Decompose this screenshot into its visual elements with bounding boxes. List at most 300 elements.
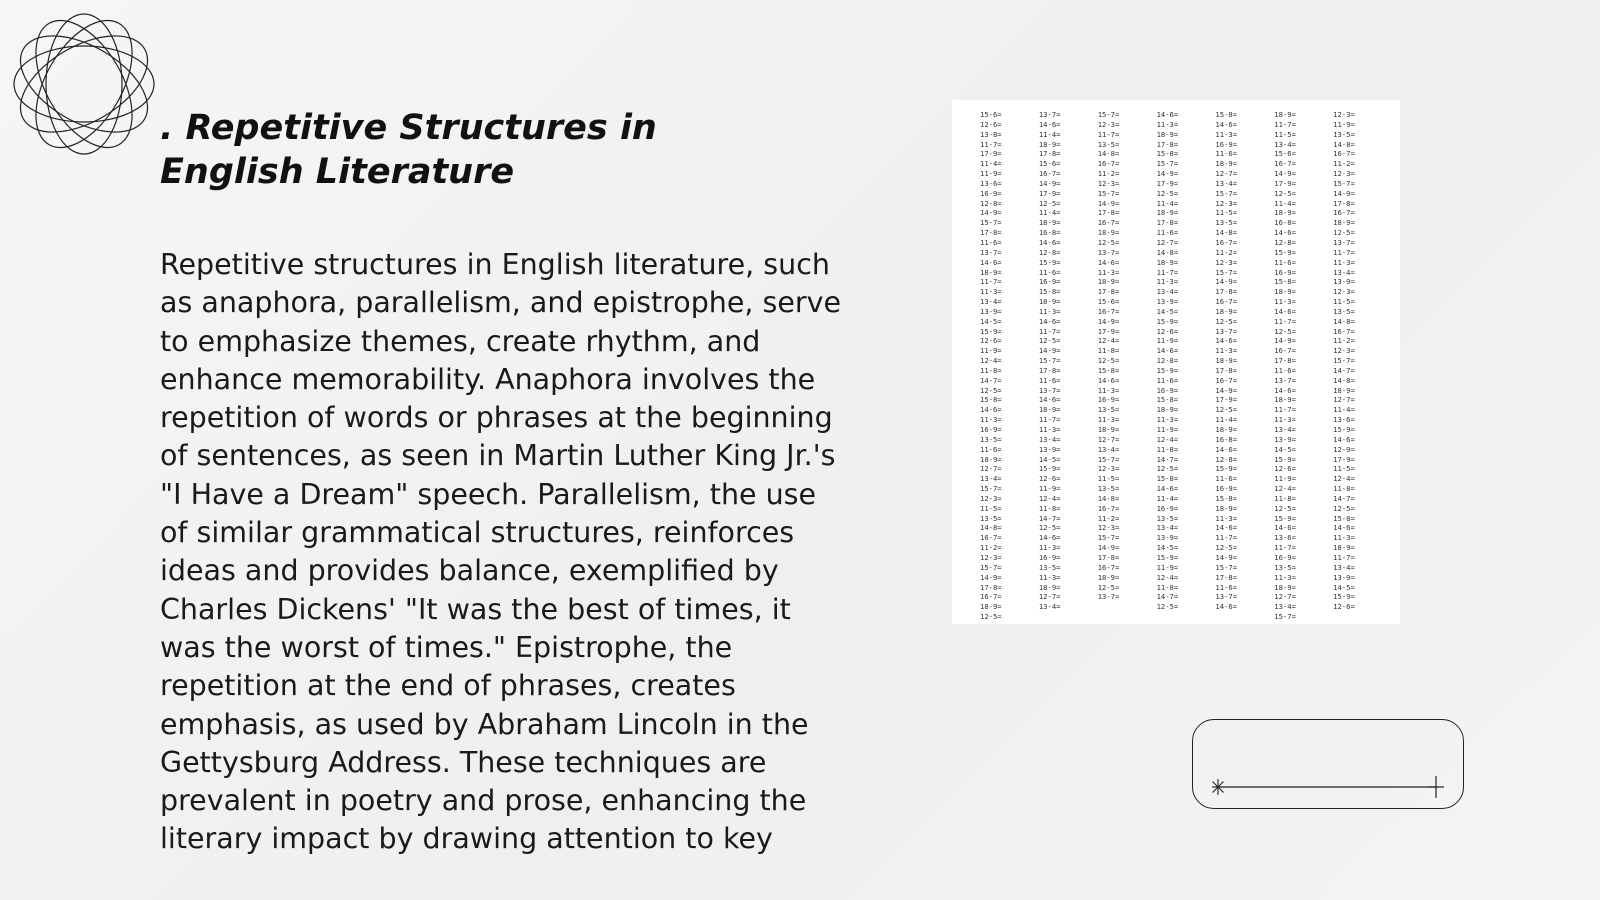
worksheet-problem: 11-3=	[1038, 425, 1061, 434]
worksheet-problem: 12-8=	[1215, 454, 1238, 464]
worksheet-problem: 15-9=	[1038, 257, 1061, 267]
worksheet-problem: 13-4=	[1038, 434, 1061, 444]
worksheet-problem: 15-7=	[1097, 533, 1120, 543]
worksheet-problem: 18-9=	[1097, 425, 1120, 434]
worksheet-problem: 11-7=	[1156, 267, 1179, 277]
worksheet-problem: 17-8=	[1097, 287, 1120, 297]
worksheet-problem: 11-5=	[1274, 129, 1296, 139]
worksheet-problem: 18-9=	[1156, 208, 1179, 218]
worksheet-problem: 15-8=	[1156, 395, 1179, 405]
worksheet-problem: 13-5=	[1215, 218, 1238, 228]
worksheet-problem: 12-4=	[1156, 572, 1179, 582]
worksheet-problem: 18-9=	[1215, 159, 1238, 169]
worksheet-problem: 11-6=	[1156, 375, 1179, 385]
worksheet-problem: 17-9=	[1274, 178, 1296, 188]
worksheet-problem: 11-3=	[1156, 119, 1179, 129]
worksheet-problem: 16-9=	[1274, 267, 1296, 277]
worksheet-problem: 11-9=	[1038, 484, 1061, 494]
worksheet-problem: 13-7=	[1274, 375, 1296, 385]
worksheet-problem: 12-3=	[1097, 464, 1120, 474]
worksheet-problem: 17-9=	[1097, 326, 1120, 336]
worksheet-problem: 15-8=	[1097, 365, 1120, 375]
worksheet-problem: 15-7=	[1097, 454, 1120, 464]
worksheet-problem: 12-3=	[1097, 178, 1120, 188]
worksheet-problem: 11-3=	[1156, 277, 1179, 287]
worksheet-problem: 13-5=	[1097, 405, 1120, 415]
worksheet-problem: 13-5=	[1333, 129, 1355, 139]
worksheet-problem: 15-9=	[1333, 425, 1355, 434]
worksheet-problem: 18-9=	[1156, 257, 1179, 267]
worksheet-problem: 12-7=	[980, 464, 1002, 474]
worksheet-problem: 17-8=	[1156, 218, 1179, 228]
worksheet-problem: 15-7=	[1333, 178, 1355, 188]
worksheet-problem: 11-4=	[1274, 198, 1296, 208]
worksheet-problem: 16-7=	[1097, 306, 1120, 316]
worksheet-problem: 15-9=	[1215, 464, 1238, 474]
worksheet-problem: 11-6=	[1038, 267, 1061, 277]
worksheet-problem: 12-8=	[1274, 237, 1296, 247]
worksheet-problem: 15-7=	[1215, 562, 1238, 572]
worksheet-problem: 14-7=	[980, 375, 1002, 385]
worksheet-problem: 15-6=	[980, 110, 1002, 119]
worksheet-problem: 18-9=	[1274, 110, 1296, 119]
worksheet-problem: 14-9=	[1215, 277, 1238, 287]
worksheet-problem: 18-9=	[1274, 208, 1296, 218]
worksheet-problem: 12-5=	[980, 612, 1002, 622]
worksheet-problem: 11-5=	[980, 503, 1002, 513]
worksheet-problem: 12-5=	[1274, 326, 1296, 336]
worksheet-problem: 16-9=	[1274, 552, 1296, 562]
worksheet-problem: 11-3=	[1333, 257, 1355, 267]
worksheet-problem: 11-9=	[1274, 474, 1296, 484]
worksheet-problem: 14-6=	[1215, 336, 1238, 346]
worksheet-problem: 14-6=	[1274, 523, 1296, 533]
worksheet-problem: 11-7=	[980, 139, 1002, 149]
worksheet-problem: 11-8=	[1156, 444, 1179, 454]
worksheet-problem: 14-9=	[1274, 336, 1296, 346]
worksheet-problem: 12-6=	[980, 119, 1002, 129]
worksheet-problem: 11-8=	[1274, 493, 1296, 503]
worksheet-problem: 13-7=	[980, 247, 1002, 257]
worksheet-column	[1098, 110, 1157, 622]
worksheet-problem: 11-3=	[980, 287, 1002, 297]
worksheet-problem: 11-2=	[980, 543, 1002, 553]
worksheet-problem: 13-9=	[1156, 533, 1179, 543]
worksheet-problem: 14-9=	[1097, 198, 1120, 208]
worksheet-problem: 17-8=	[980, 228, 1002, 238]
worksheet-problem: 13-6=	[1274, 533, 1296, 543]
worksheet-problem: 12-6=	[1333, 602, 1355, 612]
worksheet-problem: 11-6=	[1215, 582, 1238, 592]
worksheet-problem: 12-3=	[1333, 169, 1355, 179]
worksheet-problem: 14-6=	[1038, 316, 1061, 326]
worksheet-problem: 11-6=	[1274, 365, 1296, 375]
worksheet-problem: 14-6=	[1274, 385, 1296, 395]
worksheet-problem: 14-9=	[1215, 552, 1238, 562]
worksheet-problem: 12-3=	[1215, 198, 1238, 208]
worksheet-problem: 13-4=	[1156, 523, 1179, 533]
worksheet-problem: 16-7=	[1097, 159, 1120, 169]
worksheet-problem: 13-5=	[1274, 562, 1296, 572]
worksheet-problem: 11-3=	[1097, 385, 1120, 395]
worksheet-problem: 11-5=	[1097, 474, 1120, 484]
worksheet-problem: 17-9=	[1038, 188, 1061, 198]
worksheet-problem: 18-9=	[1274, 582, 1296, 592]
worksheet-problem: 13-7=	[1215, 326, 1238, 336]
worksheet-problem: 11-8=	[980, 365, 1002, 375]
worksheet-problem: 18-9=	[1097, 572, 1120, 582]
worksheet-problem: 11-6=	[980, 444, 1002, 454]
worksheet-problem: 12-7=	[1038, 592, 1061, 602]
worksheet-problem: 12-5=	[1215, 405, 1238, 415]
worksheet-problem: 11-2=	[1333, 159, 1355, 169]
worksheet-problem: 12-4=	[980, 356, 1002, 366]
worksheet-problem: 16-7=	[1097, 562, 1120, 572]
worksheet-problem: 11-6=	[1038, 375, 1061, 385]
worksheet-problem: 11-9=	[1333, 119, 1355, 129]
worksheet-problem: 14-7=	[1156, 592, 1179, 602]
worksheet-problem: 15-8=	[1156, 149, 1179, 159]
worksheet-problem: 17-8=	[1156, 139, 1179, 149]
worksheet-problem: 17-8=	[1097, 552, 1120, 562]
worksheet-problem: 11-6=	[980, 237, 1002, 247]
worksheet-problem: 12-4=	[1156, 434, 1179, 444]
worksheet-problem: 11-3=	[1038, 543, 1061, 553]
worksheet-problem: 14-6=	[1274, 306, 1296, 316]
worksheet-problem: 13-5=	[1156, 513, 1179, 523]
worksheet-problem: 12-5=	[1097, 582, 1120, 592]
worksheet-problem: 11-3=	[1333, 533, 1355, 543]
worksheet-problem: 17-8=	[1215, 287, 1238, 297]
worksheet-problem: 11-4=	[1156, 493, 1179, 503]
worksheet-problem: 13-7=	[1038, 385, 1061, 395]
worksheet-problem: 16-7=	[980, 592, 1002, 602]
worksheet-problem: 13-7=	[1097, 592, 1120, 602]
worksheet-column	[980, 110, 1039, 622]
worksheet-problem: 13-5=	[980, 513, 1002, 523]
worksheet-problem: 14-6=	[1274, 228, 1296, 238]
worksheet-problem: 14-8=	[1097, 149, 1120, 159]
worksheet-problem: 11-7=	[980, 277, 1002, 287]
worksheet-problem: 11-8=	[1156, 582, 1179, 592]
worksheet-problem: 18-9=	[980, 454, 1002, 464]
worksheet-problem: 18-9=	[1333, 543, 1355, 553]
worksheet-problem: 12-5=	[980, 385, 1002, 395]
worksheet-problem: 18-9=	[1038, 139, 1061, 149]
worksheet-problem: 14-6=	[1215, 119, 1238, 129]
worksheet-problem: 14-5=	[980, 316, 1002, 326]
worksheet-problem: 18-9=	[1038, 297, 1061, 307]
worksheet-problem: 16-9=	[1038, 552, 1061, 562]
worksheet-problem: 15-7=	[1215, 188, 1238, 198]
worksheet-problem: 12-5=	[1215, 543, 1238, 553]
worksheet-problem: 14-9=	[980, 572, 1002, 582]
worksheet-problem: 11-4=	[1038, 208, 1061, 218]
worksheet-problem: 15-7=	[1038, 356, 1061, 366]
worksheet-problem: 11-7=	[1274, 543, 1296, 553]
slide-title: . Repetitive Structures in English Literature	[160, 108, 657, 192]
worksheet-problem: 18-9=	[1156, 129, 1179, 139]
worksheet-problem: 11-4=	[980, 159, 1002, 169]
worksheet-column	[1333, 110, 1392, 622]
worksheet-problem: 18-9=	[1333, 218, 1355, 228]
worksheet-problem: 11-9=	[980, 169, 1002, 179]
worksheet-problem: 12-7=	[1097, 434, 1120, 444]
worksheet-problem: 15-8=	[1215, 110, 1238, 119]
worksheet-problem: 11-5=	[1333, 464, 1355, 474]
worksheet-problem: 11-9=	[1156, 336, 1179, 346]
circular-ornament-icon	[10, 10, 158, 158]
worksheet-problem: 11-5=	[1215, 208, 1238, 218]
worksheet-problem: 12-6=	[1038, 474, 1061, 484]
worksheet-problem: 13-9=	[1274, 434, 1296, 444]
worksheet-problem: 14-7=	[1156, 454, 1179, 464]
worksheet-problem: 14-9=	[1274, 169, 1296, 179]
worksheet-problem: 15-8=	[1274, 277, 1296, 287]
worksheet-problem: 15-9=	[980, 326, 1002, 336]
worksheet-problem: 12-5=	[1333, 228, 1355, 238]
worksheet-problem: 14-6=	[1097, 257, 1120, 267]
worksheet-problem: 17-8=	[1215, 572, 1238, 582]
worksheet-problem: 12-5=	[1156, 188, 1179, 198]
worksheet-problem: 14-9=	[1156, 169, 1179, 179]
worksheet-problem: 13-9=	[1333, 572, 1355, 582]
worksheet-problem: 13-9=	[980, 306, 1002, 316]
worksheet-problem: 16-7=	[1333, 208, 1355, 218]
worksheet-problem: 18-9=	[1215, 306, 1238, 316]
worksheet-problem: 15-9=	[1274, 247, 1296, 257]
worksheet-problem: 14-6=	[1038, 533, 1061, 543]
worksheet-problem: 13-5=	[1097, 139, 1120, 149]
worksheet-problem: 17-8=	[1097, 208, 1120, 218]
worksheet-problem: 15-6=	[1097, 297, 1120, 307]
worksheet-problem: 12-7=	[1215, 169, 1238, 179]
worksheet-problem: 11-8=	[1333, 484, 1355, 494]
worksheet-problem: 16-7=	[1274, 159, 1296, 169]
worksheet-problem: 11-4=	[1333, 405, 1355, 415]
worksheet-problem: 11-3=	[1274, 415, 1296, 425]
worksheet-problem: 12-5=	[1038, 198, 1061, 208]
worksheet-problem: 18-9=	[1156, 405, 1179, 415]
worksheet-problem: 15-9=	[1333, 592, 1355, 602]
worksheet-problem: 12-8=	[1038, 247, 1061, 257]
worksheet-problem: 14-5=	[1156, 306, 1179, 316]
worksheet-problem: 12-5=	[1038, 523, 1061, 533]
worksheet-problem: 18-9=	[980, 602, 1002, 612]
worksheet-problem: 13-4=	[1156, 287, 1179, 297]
worksheet-problem: 13-4=	[1274, 425, 1296, 434]
worksheet-problem: 16-9=	[1097, 395, 1120, 405]
worksheet-problem: 12-6=	[1274, 464, 1296, 474]
worksheet-problem: 12-4=	[1333, 474, 1355, 484]
worksheet-problem: 13-7=	[1038, 110, 1061, 119]
worksheet-problem: 14-8=	[1156, 247, 1179, 257]
worksheet-problem: 14-5=	[1156, 543, 1179, 553]
worksheet-problem: 13-9=	[1333, 277, 1355, 287]
worksheet-problem: 11-6=	[1274, 257, 1296, 267]
worksheet-problem: 11-3=	[1215, 513, 1238, 523]
worksheet-problem: 11-9=	[980, 346, 1002, 356]
worksheet-problem: 16-7=	[1215, 237, 1238, 247]
worksheet-problem: 15-8=	[1038, 287, 1061, 297]
worksheet-problem: 14-6=	[1156, 484, 1179, 494]
worksheet-problem: 15-7=	[980, 218, 1002, 228]
worksheet-problem: 17-9=	[1333, 454, 1355, 464]
worksheet-problem: 16-9=	[1215, 139, 1238, 149]
worksheet-problem: 17-9=	[980, 149, 1002, 159]
worksheet-problem: 14-6=	[1038, 237, 1061, 247]
worksheet-problem: 13-5=	[980, 434, 1002, 444]
worksheet-problem: 14-6=	[1156, 110, 1179, 119]
worksheet-problem: 15-8=	[980, 395, 1002, 405]
worksheet-problem: 15-9=	[1274, 513, 1296, 523]
worksheet-problem: 13-9=	[1156, 297, 1179, 307]
worksheet-problem: 14-6=	[1038, 395, 1061, 405]
worksheet-problem: 13-4=	[1333, 267, 1355, 277]
worksheet-problem: 18-9=	[1274, 395, 1296, 405]
worksheet-problem: 14-6=	[1333, 523, 1355, 533]
worksheet-problem: 13-4=	[1097, 444, 1120, 454]
worksheet-problem: 17-8=	[980, 582, 1002, 592]
worksheet-problem: 17-8=	[1038, 149, 1061, 159]
worksheet-problem: 15-7=	[1156, 159, 1179, 169]
worksheet-problem: 14-5=	[1333, 582, 1355, 592]
worksheet-problem: 11-7=	[1333, 247, 1355, 257]
worksheet-problem: 12-9=	[1333, 444, 1355, 454]
worksheet-problem: 14-8=	[1333, 139, 1355, 149]
worksheet-problem: 12-5=	[1274, 188, 1296, 198]
worksheet-problem: 14-7=	[1333, 493, 1355, 503]
worksheet-problem: 11-3=	[1274, 297, 1296, 307]
worksheet-problem: 13-4=	[1038, 602, 1061, 612]
worksheet-problem: 15-7=	[1333, 356, 1355, 366]
worksheet-column	[1157, 110, 1216, 622]
worksheet-problem: 14-9=	[1097, 316, 1120, 326]
worksheet-problem: 14-9=	[980, 208, 1002, 218]
worksheet-problem: 11-7=	[1333, 552, 1355, 562]
worksheet-problem: 13-7=	[1333, 237, 1355, 247]
worksheet-problem: 14-6=	[1097, 375, 1120, 385]
worksheet-problem: 12-5=	[1156, 464, 1179, 474]
worksheet-problem: 14-7=	[1038, 513, 1061, 523]
worksheet-problem: 13-4=	[1333, 562, 1355, 572]
worksheet-problem: 11-7=	[1097, 129, 1120, 139]
worksheet-problem: 15-8=	[1333, 513, 1355, 523]
worksheet-problem: 14-8=	[1097, 493, 1120, 503]
worksheet-problem: 16-7=	[1038, 169, 1061, 179]
worksheet-problem: 11-3=	[1274, 572, 1296, 582]
worksheet-problem: 11-7=	[1038, 326, 1061, 336]
worksheet-problem: 11-4=	[1156, 198, 1179, 208]
worksheet-problem: 13-5=	[1097, 484, 1120, 494]
worksheet-problem: 14-8=	[1215, 228, 1238, 238]
worksheet-problem: 16-7=	[980, 533, 1002, 543]
worksheet-problem: 12-5=	[1333, 503, 1355, 513]
worksheet-problem: 12-4=	[1274, 484, 1296, 494]
worksheet-problem: 15-7=	[980, 562, 1002, 572]
worksheet-problem: 11-3=	[1038, 306, 1061, 316]
worksheet-problem: 11-4=	[1215, 415, 1238, 425]
worksheet-problem: 11-3=	[1215, 129, 1238, 139]
worksheet-problem: 11-7=	[1215, 533, 1238, 543]
math-worksheet-image	[952, 100, 1400, 624]
worksheet-problem: 16-7=	[1215, 297, 1238, 307]
worksheet-problem: 15-7=	[1274, 612, 1296, 622]
worksheet-problem: 16-7=	[1333, 326, 1355, 336]
worksheet-problem: 14-9=	[1038, 178, 1061, 188]
worksheet-problem: 13-5=	[1333, 306, 1355, 316]
worksheet-problem: 12-6=	[980, 336, 1002, 346]
worksheet-problem: 13-5=	[1038, 562, 1061, 572]
worksheet-problem: 17-8=	[1333, 198, 1355, 208]
worksheet-problem: 14-6=	[980, 257, 1002, 267]
worksheet-problem: 15-8=	[1215, 493, 1238, 503]
worksheet-problem: 12-5=	[1156, 602, 1179, 612]
worksheet-problem: 11-5=	[1333, 297, 1355, 307]
worksheet-problem: 11-2=	[1215, 247, 1238, 257]
worksheet-problem: 18-9=	[1215, 425, 1238, 434]
star-line-decoration-icon	[1212, 775, 1444, 799]
worksheet-problem: 11-2=	[1097, 169, 1120, 179]
worksheet-problem: 13-6=	[980, 178, 1002, 188]
worksheet-problem: 16-7=	[1097, 218, 1120, 228]
worksheet-problem: 13-4=	[1274, 139, 1296, 149]
worksheet-problem: 15-7=	[1097, 110, 1120, 119]
worksheet-problem: 14-6=	[1038, 119, 1061, 129]
worksheet-problem: 12-5=	[1274, 503, 1296, 513]
worksheet-problem: 18-9=	[1215, 356, 1238, 366]
worksheet-problem: 17-9=	[1156, 178, 1179, 188]
worksheet-problem: 13-7=	[1215, 592, 1238, 602]
worksheet-problem: 12-3=	[1215, 257, 1238, 267]
worksheet-problem: 14-8=	[1333, 316, 1355, 326]
worksheet-problem: 13-4=	[980, 474, 1002, 484]
worksheet-problem: 15-9=	[1038, 464, 1061, 474]
worksheet-problem: 16-7=	[1274, 346, 1296, 356]
worksheet-problem: 15-9=	[1274, 454, 1296, 464]
worksheet-problem: 12-6=	[1156, 326, 1179, 336]
worksheet-problem: 11-6=	[1215, 149, 1238, 159]
worksheet-problem: 16-9=	[1215, 484, 1238, 494]
worksheet-problem: 12-3=	[1333, 110, 1355, 119]
worksheet-problem: 16-8=	[1038, 228, 1061, 238]
worksheet-problem: 16-9=	[1156, 503, 1179, 513]
worksheet-problem: 18-9=	[1038, 582, 1061, 592]
worksheet-problem: 12-3=	[1333, 287, 1355, 297]
worksheet-problem: 18-9=	[1038, 405, 1061, 415]
worksheet-problem: 14-9=	[1097, 543, 1120, 553]
worksheet-problem: 14-6=	[1215, 523, 1238, 533]
worksheet-problem: 12-3=	[1097, 119, 1120, 129]
worksheet-problem: 14-6=	[980, 405, 1002, 415]
worksheet-problem: 17-8=	[1215, 365, 1238, 375]
worksheet-problem: 18-9=	[1097, 228, 1120, 238]
worksheet-problem: 13-6=	[1333, 415, 1355, 425]
worksheet-problem: 14-8=	[980, 523, 1002, 533]
worksheet-problem: 12-5=	[1038, 336, 1061, 346]
slide-body-text: Repetitive structures in English literature, such as anaphora, parallelism, and epistrophe, serve to emphasize themes, create rhythm, and enhance memorability. Anaphora involves the repetition of words or phrases at the beginning of sentences, as seen in Martin Luther King Jr.'s "I Have a Dream" speech. Parallelism, the use of similar grammatical structures, reinforces ideas and provides balance, exemplified by Charles Dickens' "It was the best of times, it was the worst of times." Epistrophe, the repetition at the end of phrases, creates emphasis, as used by Abraham Lincoln in the Gettysburg Address. These techniques are prevalent in poetry and prose, enhancing the literary impact by drawing attention to key	[160, 248, 842, 856]
worksheet-problem: 15-9=	[1156, 316, 1179, 326]
worksheet-problem: 11-3=	[980, 415, 1002, 425]
worksheet-problem: 14-9=	[1333, 188, 1355, 198]
worksheet-problem: 13-7=	[1097, 247, 1120, 257]
worksheet-problem: 16-9=	[980, 425, 1002, 434]
worksheet-problem: 11-7=	[1274, 316, 1296, 326]
worksheet-problem: 15-6=	[1274, 149, 1296, 159]
worksheet-problem: 11-4=	[1038, 129, 1061, 139]
worksheet-problem: 12-7=	[1333, 395, 1355, 405]
worksheet-problem: 11-3=	[1038, 572, 1061, 582]
